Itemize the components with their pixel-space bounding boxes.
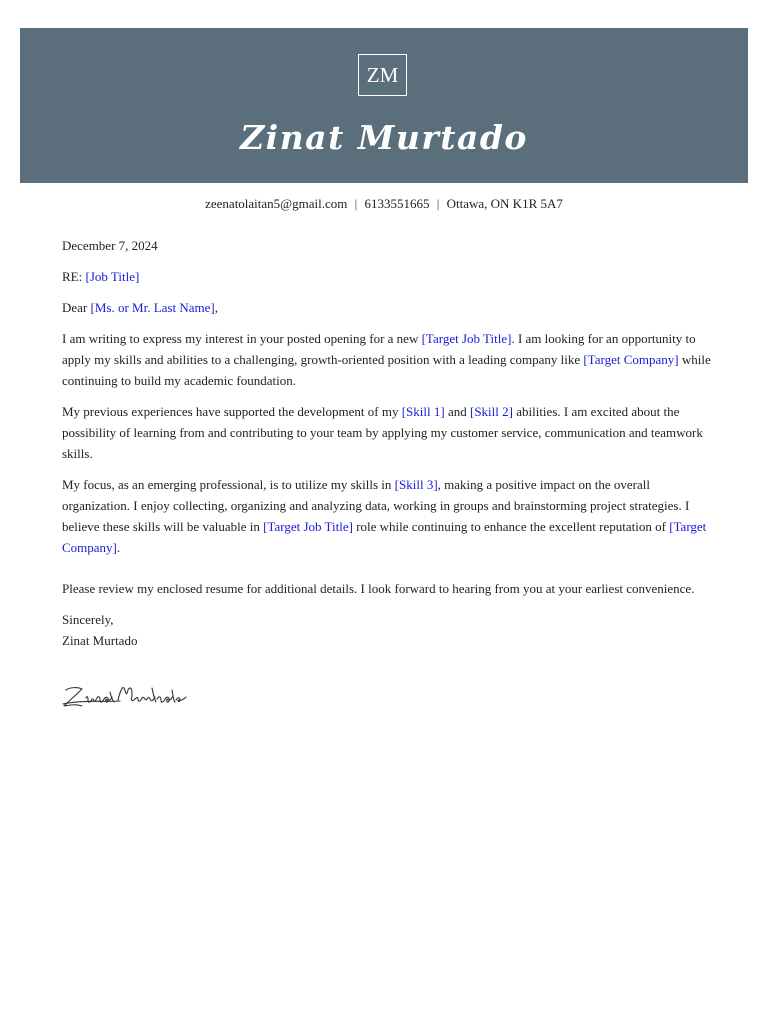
monogram-badge: ZM (358, 54, 407, 96)
paragraph-text: , making a positive impact on the overall organization. I enjoy collecting, organizing and analyzing data, working in groups and brainstorming project strategies. I believe these skills will be valuable in (62, 477, 690, 534)
paragraph-interest (62, 328, 712, 391)
salutation-name-placeholder: [Ms. or Mr. Last Name] (90, 300, 215, 315)
company-placeholder: [Target Company] (62, 519, 707, 555)
paragraph-experience (62, 401, 712, 464)
paragraph-text: . I am looking for an opportunity to apply my skills and abilities to a challenging, growth-oriented position with a leading company like (62, 331, 696, 367)
contact-email: zeenatolaitan5@gmail.com (205, 196, 348, 211)
applicant-name: Zinat Murtado (240, 118, 528, 157)
re-placeholder: [Job Title] (85, 269, 140, 284)
letter-closing (62, 609, 712, 651)
letter-salutation (62, 297, 712, 318)
paragraph-text: and (447, 404, 467, 419)
paragraph-focus (62, 474, 712, 558)
signer-name: Zinat Murtado (62, 633, 138, 648)
skill-3-placeholder: [Skill 3] (394, 477, 438, 492)
letter-date: December 7, 2024 (62, 238, 158, 253)
paragraph-text: abilities. I am excited about the possibility of learning from and contributing to your team by applying my customer service, communication and teamwork skills. (62, 404, 703, 461)
contact-separator: | (436, 196, 440, 211)
contact-phone: 6133551665 (364, 196, 430, 211)
paragraph-text: My previous experiences have supported the development of my (62, 404, 399, 419)
company-placeholder: [Target Company] (583, 352, 679, 367)
letter-re-line (62, 266, 712, 287)
contact-address: Ottawa, ON K1R 5A7 (446, 196, 563, 211)
paragraph-text: role while continuing to enhance the excellent reputation of (356, 519, 666, 534)
contact-line (0, 195, 768, 213)
job-title-placeholder: [Target Job Title] (263, 519, 353, 534)
closing-phrase: Sincerely, (62, 612, 114, 627)
job-title-placeholder: [Target Job Title] (421, 331, 512, 346)
letter-body (62, 235, 712, 651)
contact-separator: | (354, 196, 358, 211)
salutation-prefix: Dear (62, 300, 88, 315)
paragraph-closing-request: Please review my enclosed resume for additional details. I look forward to hearing from you at your earliest convenience. (62, 581, 695, 596)
skill-1-placeholder: [Skill 1] (401, 404, 445, 419)
skill-2-placeholder: [Skill 2] (469, 404, 513, 419)
paragraph-text: while continuing to build my academic foundation. (62, 352, 711, 388)
paragraph-text: My focus, as an emerging professional, is to utilize my skills in (62, 477, 392, 492)
handwritten-signature (60, 680, 190, 716)
paragraph-text: . (116, 540, 121, 555)
re-label: RE: (62, 269, 83, 284)
paragraph-text: I am writing to express my interest in your posted opening for a new (62, 331, 419, 346)
salutation-suffix: , (214, 300, 218, 315)
